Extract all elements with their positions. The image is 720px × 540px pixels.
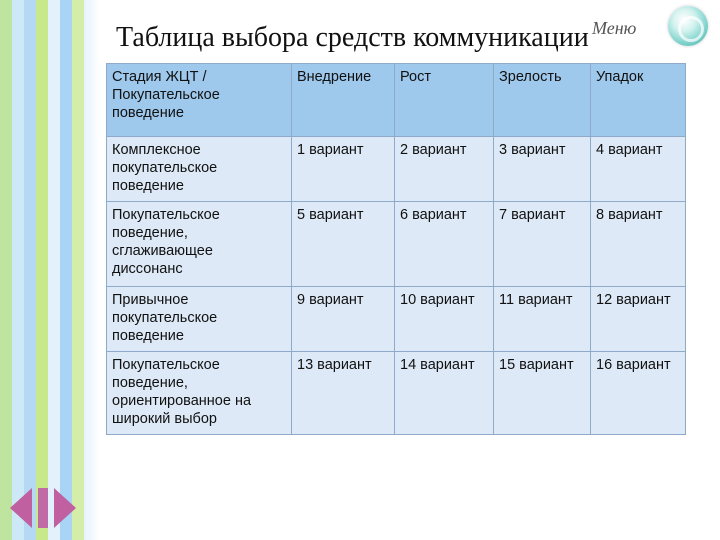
table-cell: 9 вариант bbox=[292, 287, 395, 352]
header-cell: Упадок bbox=[591, 64, 686, 137]
nav-divider bbox=[38, 488, 48, 528]
next-slide-arrow-icon[interactable] bbox=[54, 488, 76, 528]
table-row bbox=[107, 287, 686, 352]
row-label-cell: Комплексное покупательское поведение bbox=[107, 137, 292, 202]
row-label-cell: Привычное покупательское поведение bbox=[107, 287, 292, 352]
slide-title: Таблица выбора средств коммуникации bbox=[116, 22, 589, 53]
table-cell: 8 вариант bbox=[591, 202, 686, 287]
table-row bbox=[107, 202, 686, 287]
table-header-row bbox=[107, 64, 686, 137]
row-label-cell: Покупательское поведение, сглаживающее диссонанс bbox=[107, 202, 292, 287]
table-cell: 4 вариант bbox=[591, 137, 686, 202]
table-cell: 10 вариант bbox=[395, 287, 494, 352]
table-cell: 14 вариант bbox=[395, 352, 494, 435]
menu-link[interactable]: Меню bbox=[592, 18, 637, 38]
table-cell: 13 вариант bbox=[292, 352, 395, 435]
header-cell: Стадия ЖЦТ / Покупательское поведение bbox=[107, 64, 292, 137]
header-cell: Внедрение bbox=[292, 64, 395, 137]
table-cell: 2 вариант bbox=[395, 137, 494, 202]
table-row bbox=[107, 137, 686, 202]
table-cell: 12 вариант bbox=[591, 287, 686, 352]
table-cell: 15 вариант bbox=[494, 352, 591, 435]
table-cell: 5 вариант bbox=[292, 202, 395, 287]
prev-slide-arrow-icon[interactable] bbox=[10, 488, 32, 528]
table-cell: 6 вариант bbox=[395, 202, 494, 287]
globe-ring-decoration bbox=[678, 16, 704, 42]
table-row bbox=[107, 352, 686, 435]
row-label-cell: Покупательское поведение, ориентированное на широкий выбор bbox=[107, 352, 292, 435]
header-cell: Зрелость bbox=[494, 64, 591, 137]
table-cell: 3 вариант bbox=[494, 137, 591, 202]
header-cell: Рост bbox=[395, 64, 494, 137]
decorative-stripes bbox=[0, 0, 100, 540]
table-cell: 1 вариант bbox=[292, 137, 395, 202]
table-cell: 7 вариант bbox=[494, 202, 591, 287]
table-cell: 16 вариант bbox=[591, 352, 686, 435]
communication-choice-table bbox=[106, 63, 686, 435]
table-cell: 11 вариант bbox=[494, 287, 591, 352]
